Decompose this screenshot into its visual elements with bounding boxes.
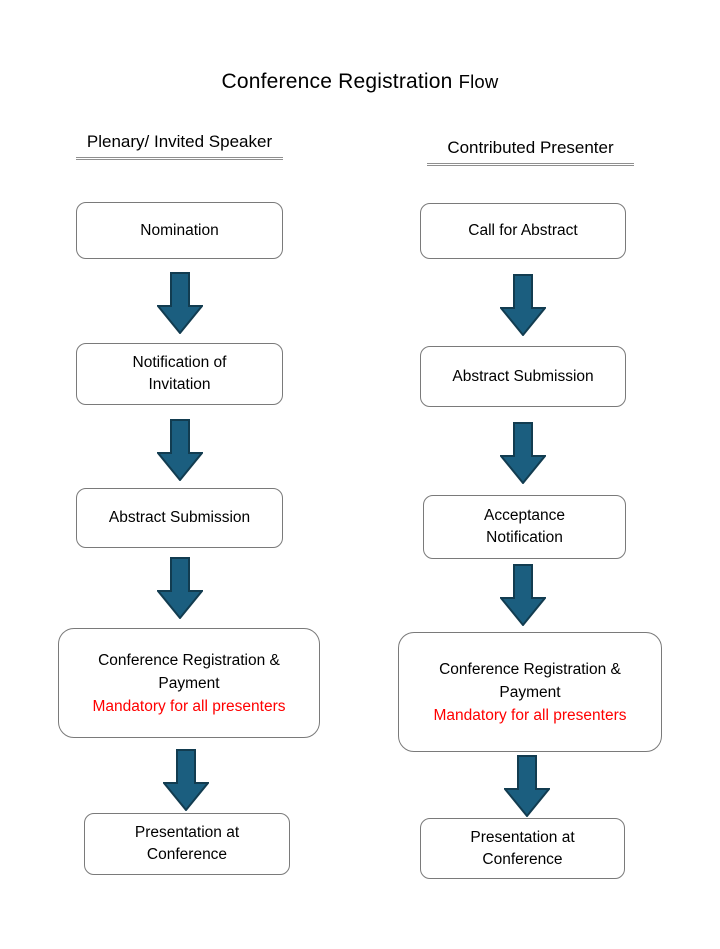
flow-box-presentation-left [84, 813, 290, 875]
flow-box-registration-payment-left [58, 628, 320, 738]
column-header-contributed: Contributed Presenter [427, 138, 634, 166]
mandatory-note: Mandatory for all presenters [92, 697, 286, 715]
box-label: Acceptance [484, 507, 565, 524]
box-label: Presentation at [134, 824, 240, 841]
box-label: Invitation [148, 376, 211, 393]
flow-box-registration-payment-right [398, 632, 662, 752]
box-label: Conference Registration & [98, 651, 280, 669]
box-label: Conference [482, 850, 563, 868]
down-arrow-icon [163, 749, 209, 811]
box-label: Payment [499, 683, 561, 701]
flow-box-abstract-submission-left [76, 488, 283, 548]
page-title [0, 70, 720, 94]
page-title-suffix-text: Flow [458, 71, 499, 92]
flow-box-notification-of-invitation [76, 343, 283, 405]
box-label: Abstract Submission [452, 367, 594, 385]
down-arrow-icon [500, 274, 546, 336]
flow-box-nomination [76, 202, 283, 259]
down-arrow-icon [157, 557, 203, 619]
down-arrow-icon [500, 564, 546, 626]
down-arrow-icon [157, 419, 203, 481]
down-arrow-icon [504, 755, 550, 817]
box-label: Conference [146, 846, 228, 863]
box-label: Nomination [140, 221, 219, 239]
flow-box-call-for-abstract [420, 203, 626, 259]
flow-box-presentation-right [420, 818, 625, 879]
box-label: Notification [486, 529, 563, 546]
box-label: Conference Registration & [439, 660, 621, 678]
box-label: Abstract Submission [108, 509, 251, 526]
down-arrow-icon [157, 272, 203, 334]
box-label: Payment [158, 674, 220, 692]
mandatory-note: Mandatory for all presenters [433, 706, 627, 724]
flow-box-acceptance-notification [423, 495, 626, 559]
box-label: Notification of [132, 354, 227, 371]
box-label: Call for Abstract [468, 222, 578, 239]
down-arrow-icon [500, 422, 546, 484]
flow-box-abstract-submission-right [420, 346, 626, 407]
column-header-plenary: Plenary/ Invited Speaker [76, 132, 283, 160]
page-title-main: Conference Registration [221, 70, 453, 93]
box-label: Presentation at [470, 828, 575, 846]
